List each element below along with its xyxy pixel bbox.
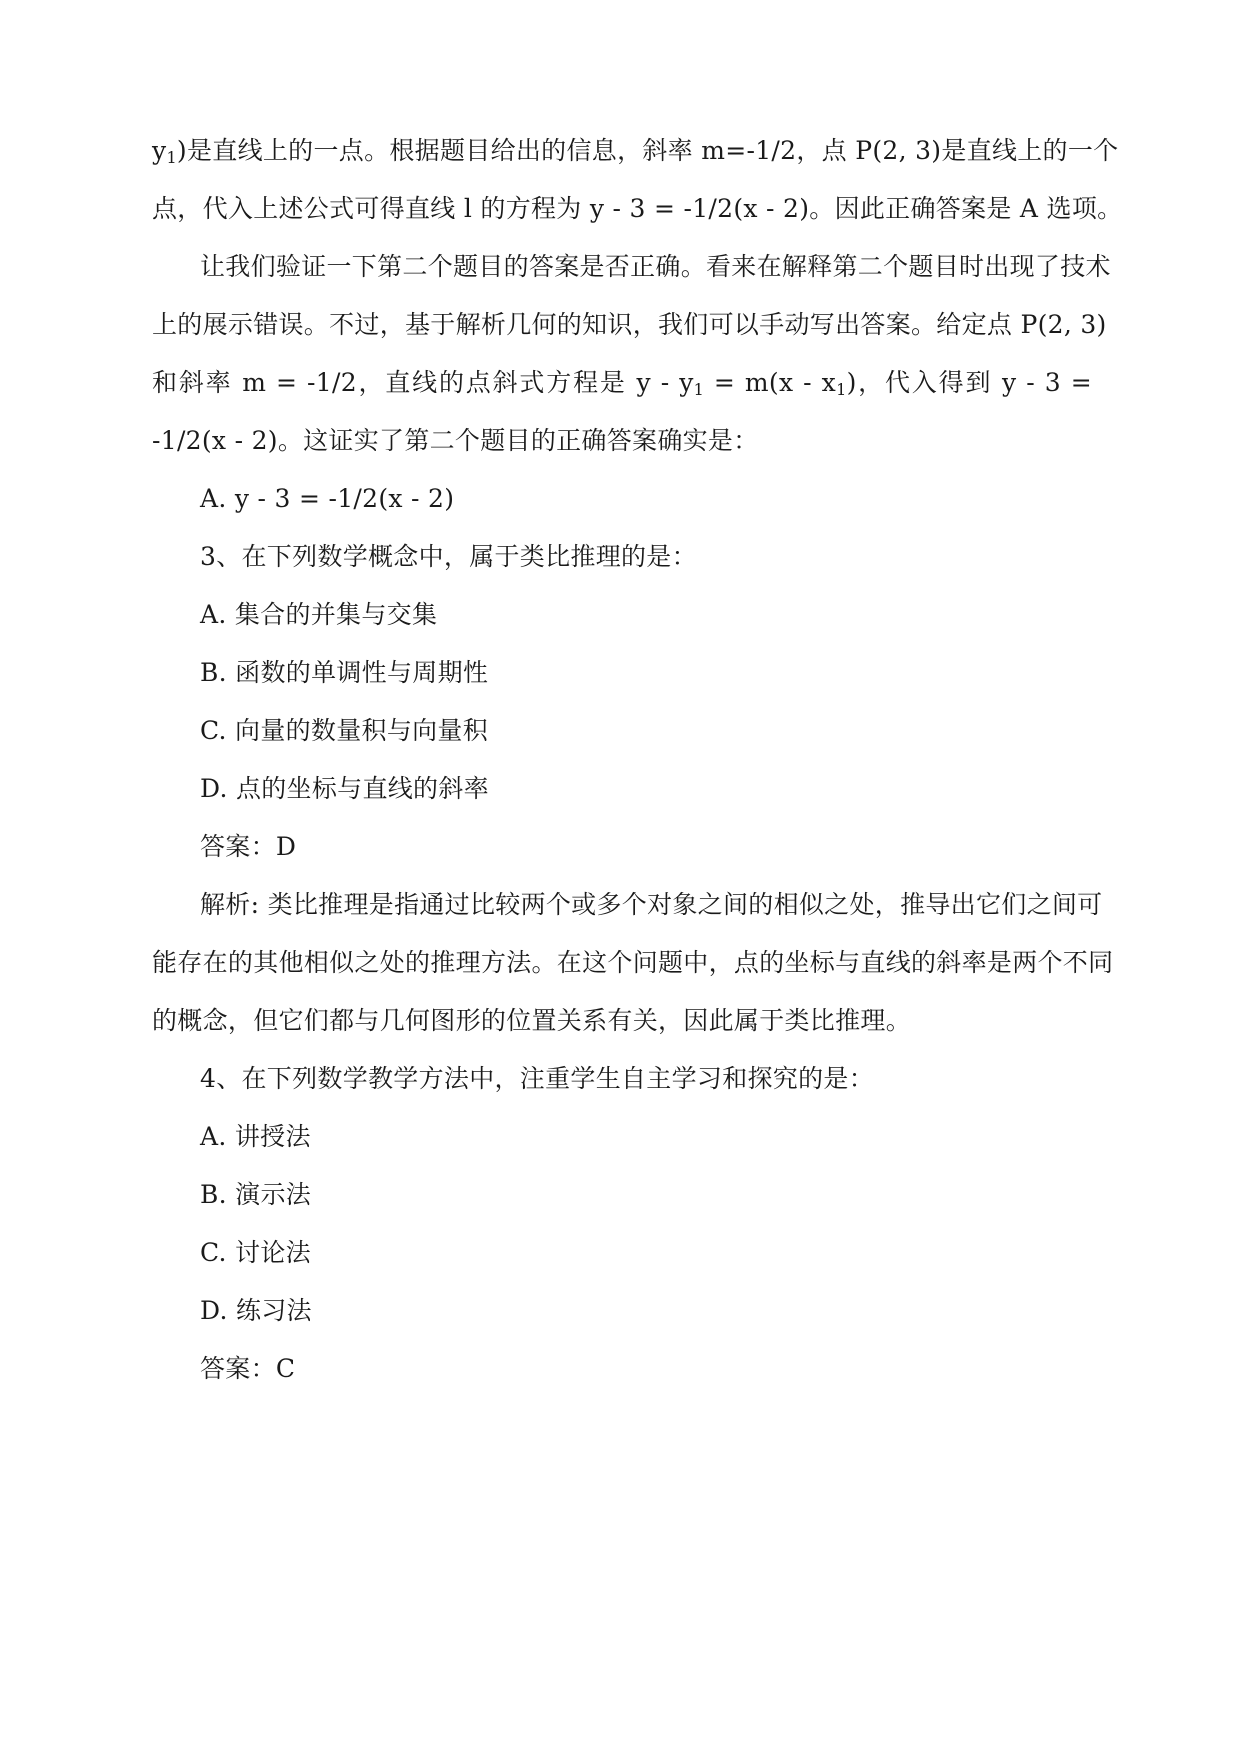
option-d: D. 点的坐标与直线的斜率	[200, 774, 489, 803]
question-3-stem: 3、在下列数学概念中，属于类比推理的是：	[200, 542, 697, 571]
option-c: C. 讨论法	[200, 1238, 311, 1267]
answer-q2: A. y - 3 = -1/2(x - 2)	[200, 484, 455, 513]
answer-q3: 答案：D	[200, 832, 297, 861]
text-run: )，代入得到 y - 3 =	[846, 368, 1092, 397]
paragraph-line: 点，代入上述公式可得直线 l 的方程为 y - 3 = -1/2(x - 2)。因此正确答案是 A 选项。	[152, 194, 1123, 223]
question-4-stem: 4、在下列数学教学方法中，注重学生自主学习和探究的是：	[200, 1064, 875, 1093]
answer-q4: 答案：C	[200, 1354, 296, 1383]
text-run: 和斜率 m = -1/2，直线的点斜式方程是 y - y	[152, 368, 694, 397]
option-b: B. 函数的单调性与周期性	[200, 658, 489, 687]
analysis-line: 解析: 类比推理是指通过比较两个或多个对象之间的相似之处，推导出它们之间可	[200, 890, 1103, 919]
option-a: A. 集合的并集与交集	[200, 600, 438, 629]
subscript: 1	[166, 148, 177, 167]
paragraph-line: -1/2(x - 2)。这证实了第二个题目的正确答案确实是：	[152, 426, 759, 455]
subscript: 1	[693, 380, 705, 399]
analysis-line: 能存在的其他相似之处的推理方法。在这个问题中，点的坐标与直线的斜率是两个不同	[152, 948, 1114, 977]
paragraph-line	[152, 134, 1119, 168]
paragraph-line	[152, 366, 1092, 400]
option-a: A. 讲授法	[200, 1122, 311, 1151]
analysis-line: 的概念，但它们都与几何图形的位置关系有关，因此属于类比推理。	[152, 1006, 912, 1035]
subscript: 1	[836, 380, 847, 399]
option-c: C. 向量的数量积与向量积	[200, 716, 489, 745]
paragraph-line: 上的展示错误。不过，基于解析几何的知识，我们可以手动写出答案。给定点 P(2, 3)	[152, 310, 1107, 339]
paragraph-line: 让我们验证一下第二个题目的答案是否正确。看来在解释第二个题目时出现了技术	[200, 252, 1111, 281]
text-run: )是直线上的一点。根据题目给出的信息，斜率 m=-1/2，点 P(2, 3)是直线上的一个	[176, 136, 1119, 165]
text-run: y	[152, 136, 167, 165]
option-d: D. 练习法	[200, 1296, 312, 1325]
text-run: = m(x - x	[704, 368, 837, 397]
option-b: B. 演示法	[200, 1180, 312, 1209]
